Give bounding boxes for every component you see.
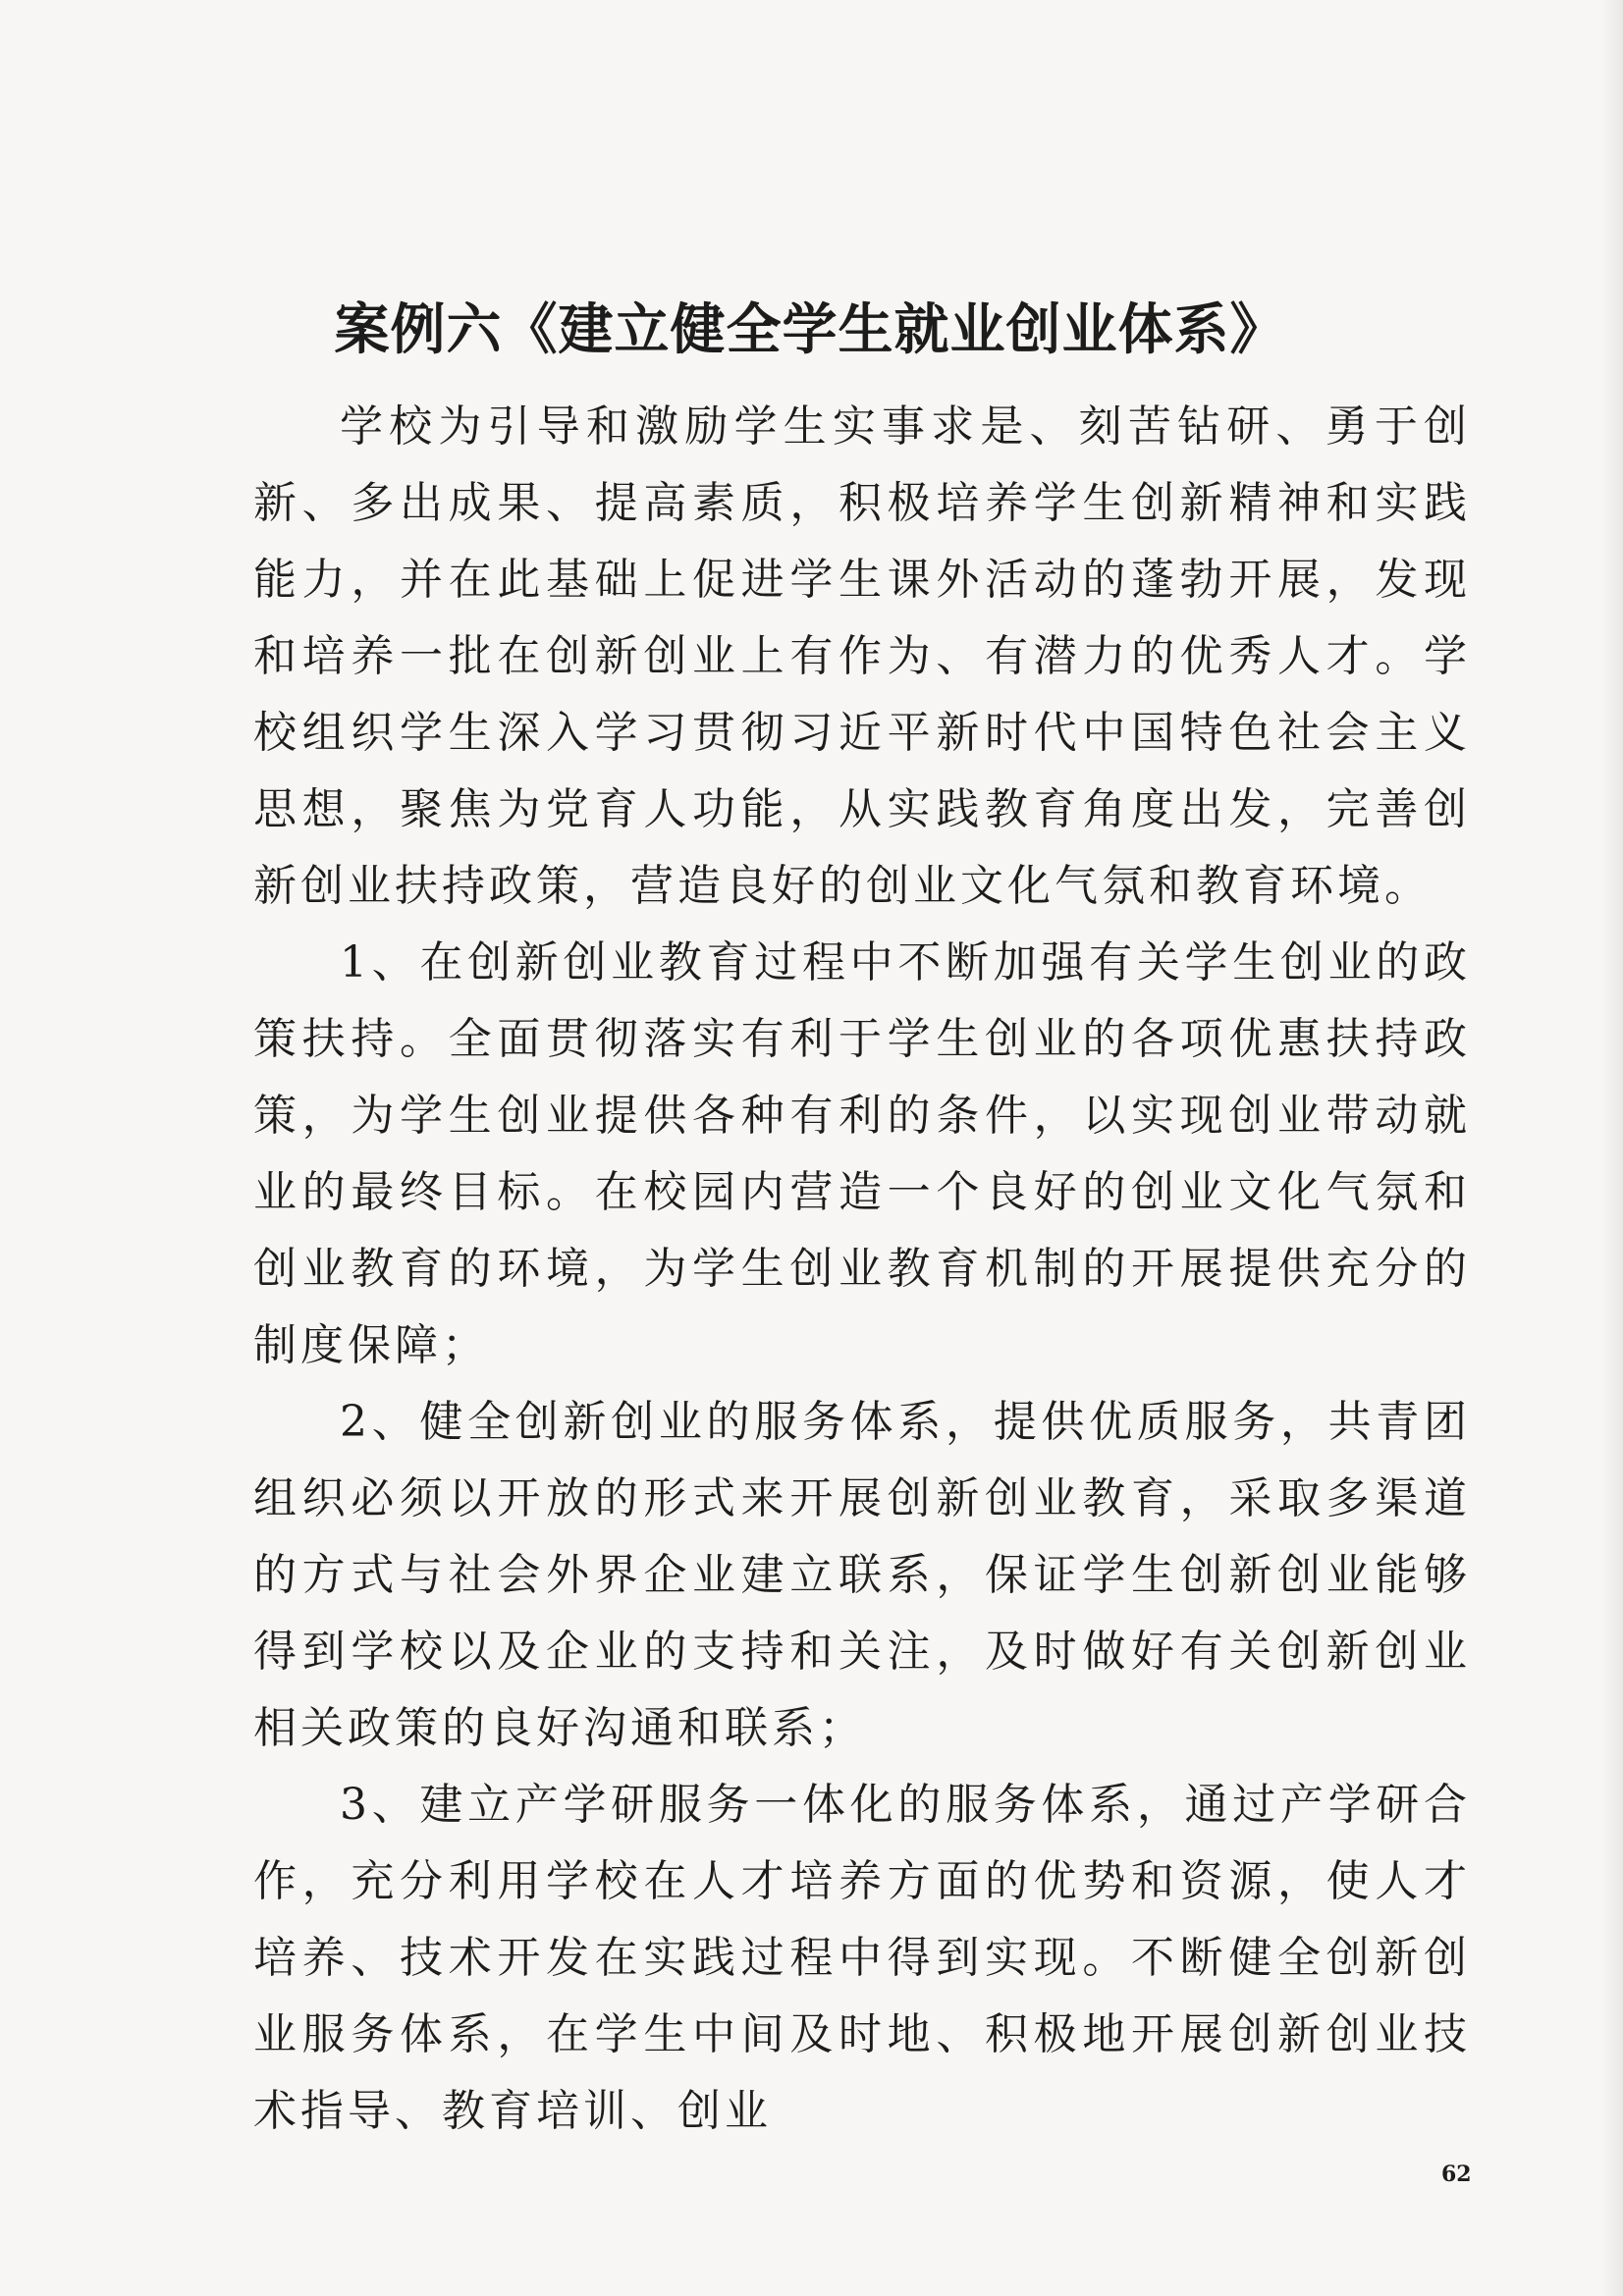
page-number: 62 <box>1441 2162 1472 2187</box>
paragraph-intro: 学校为引导和激励学生实事求是、刻苦钻研、勇于创新、多出成果、提高素质，积极培养学生创新精神和实践能力，并在此基础上促进学生课外活动的蓬勃开展，发现和培养一批在创新创业上有作为、有潜力的优秀人才。学校组织学生深入学习贯彻习近平新时代中国特色社会主义思想，聚焦为党育人功能，从实践教育角度出发，完善创新创业扶持政策，营造良好的创业文化气氛和教育环境。 <box>253 401 1471 911</box>
paragraph-item-1: 1、在创新创业教育过程中不断加强有关学生创业的政策扶持。全面贯彻落实有利于学生创业的各项优惠扶持政策，为学生创业提供各种有利的条件，以实现创业带动就业的最终目标。在校园内营造一个良好的创业文化气氛和创业教育的环境，为学生创业教育机制的开展提供充分的制度保障； <box>253 937 1471 1370</box>
document-title: 案例六《建立健全学生就业创业体系》 <box>334 297 1286 362</box>
page-edge-shadow <box>1601 0 1623 2296</box>
paragraph-item-2: 2、健全创新创业的服务体系，提供优质服务，共青团组织必须以开放的形式来开展创新创业教育，采取多渠道的方式与社会外界企业建立联系，保证学生创新创业能够得到学校以及企业的支持和关注，及时做好有关创新创业相关政策的良好沟通和联系； <box>253 1397 1471 1753</box>
document-body <box>253 389 1471 2150</box>
paragraph-item-3: 3、建立产学研服务一体化的服务体系，通过产学研合作，充分利用学校在人才培养方面的优势和资源，使人才培养、技术开发在实践过程中得到实现。不断健全创新创业服务体系，在学生中间及时地、积极地开展创新创业技术指导、教育培训、创业 <box>253 1780 1471 2136</box>
